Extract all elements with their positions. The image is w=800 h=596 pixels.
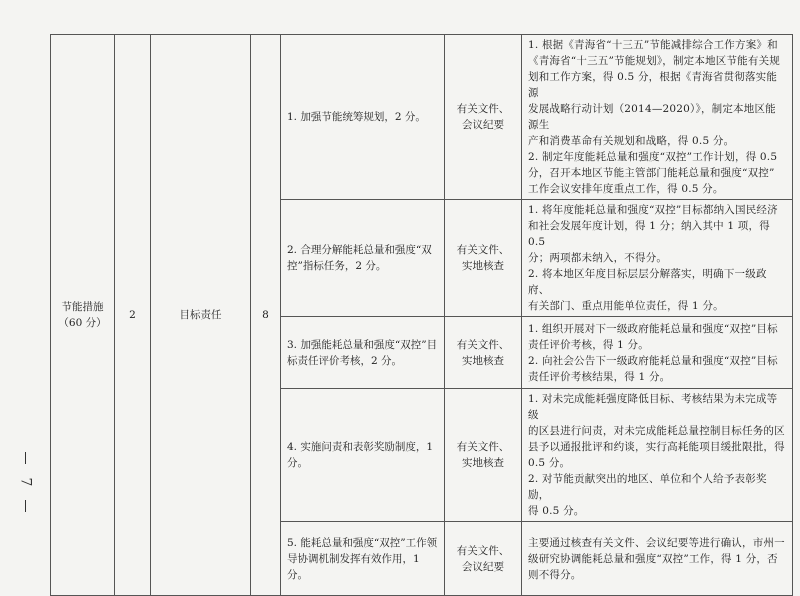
evaluation-table <box>50 34 793 596</box>
detail-cell <box>522 522 793 596</box>
basis-line: 会议纪要 <box>462 119 504 131</box>
requirement-cell: 3. 加强能耗总量和强度“双控”目标责任评价考核，2 分。 <box>281 317 445 389</box>
detail-cell <box>522 317 793 389</box>
detail-cell <box>522 389 793 522</box>
requirement-cell: 4. 实施问责和表彰奖励制度，1 分。 <box>281 389 445 522</box>
basis-line: 有关文件、 <box>456 544 510 557</box>
basis-line: 会议纪要 <box>462 560 504 573</box>
item-name: 目标责任 <box>151 35 251 596</box>
detail-line: 1. 对未完成能耗强度降低目标、考核结果为未完成等级 <box>528 393 778 421</box>
detail-line: 1. 组织开展对下一级政府能耗总量和强度“双控”目标 <box>528 322 778 335</box>
page-number-value: 7 <box>16 477 33 487</box>
detail-line: 有关部门、重点用能单位责任，得 1 分。 <box>528 300 724 312</box>
basis-cell <box>445 389 522 522</box>
basis-cell <box>445 35 522 200</box>
detail-line: 划和工作方案，得 0.5 分，根据《青海省贯彻落实能源 <box>528 71 778 99</box>
requirement-cell: 1. 加强节能统筹规划，2 分。 <box>281 35 445 200</box>
basis-line: 有关文件、 <box>456 244 510 256</box>
category-score: （60 分） <box>58 317 107 329</box>
detail-line: 产和消费革命有关规划和战略，得 0.5 分。 <box>528 135 735 147</box>
page-number-dash-bottom <box>25 500 26 512</box>
basis-cell <box>445 317 522 389</box>
basis-cell <box>445 200 522 317</box>
basis-line: 有关文件、 <box>456 441 510 453</box>
detail-line: 级研究协调能耗总量和强度“双控”工作，得 1 分，否 <box>528 552 778 565</box>
page-number-dash-top <box>25 452 26 464</box>
detail-line: 2. 制定年度能耗总量和强度“双控”工作计划，得 0.5 <box>528 151 778 163</box>
basis-line: 实地核查 <box>462 354 504 367</box>
detail-line: 县予以通报批评和约谈，实行高耗能项目缓批限批，得 <box>528 441 785 453</box>
basis-line: 有关文件、 <box>456 103 510 115</box>
basis-line: 实地核查 <box>462 260 504 272</box>
table-row <box>51 35 793 200</box>
item-points: 8 <box>251 35 281 596</box>
detail-line: 1. 将年度能耗总量和强度“双控”目标都纳入国民经济 <box>528 204 778 216</box>
detail-line: 2. 向社会公告下一级政府能耗总量和强度“双控”目标 <box>528 354 778 367</box>
detail-cell <box>522 35 793 200</box>
basis-line: 有关文件、 <box>456 338 510 351</box>
detail-line: 和社会发展年度计划，得 1 分；纳入其中 1 项，得 0.5 <box>528 220 770 248</box>
page-number <box>18 452 32 512</box>
detail-line: 的区县进行问责，对未完成能耗总量控制目标任务的区 <box>528 425 785 437</box>
requirement-cell: 2. 合理分解能耗总量和强度“双控”指标任务，2 分。 <box>281 200 445 317</box>
detail-line: 分，召开本地区节能主管部门能耗总量和强度“双控” <box>528 167 775 179</box>
detail-line: 分；两项都未纳入，不得分。 <box>528 252 668 264</box>
detail-line: 则不得分。 <box>528 568 582 581</box>
detail-line: 得 0.5 分。 <box>528 505 585 517</box>
detail-cell <box>522 200 793 317</box>
detail-line: 工作会议安排年度重点工作，得 0.5 分。 <box>528 183 724 195</box>
basis-cell <box>445 522 522 596</box>
category-name: 节能措施 <box>61 301 104 313</box>
requirement-cell: 5. 能耗总量和强度“双控”工作领导协调机制发挥有效作用，1 分。 <box>281 522 445 596</box>
detail-line: 责任评价考核结果，得 1 分。 <box>528 370 671 383</box>
detail-line: 《青海省“十三五”节能规划》，制定本地区节能有关规 <box>528 55 780 67</box>
detail-line: 0.5 分。 <box>528 457 571 469</box>
detail-line: 2. 对节能贡献突出的地区、单位和个人给予表彰奖励， <box>528 473 767 501</box>
basis-line: 实地核查 <box>462 457 504 469</box>
category-cell <box>51 35 115 596</box>
item-index: 2 <box>115 35 151 596</box>
detail-line: 1. 根据《青海省“十三五”节能减排综合工作方案》和 <box>528 39 778 51</box>
detail-line: 主要通过核查有关文件、会议纪要等进行确认，市州一 <box>528 536 785 549</box>
detail-line: 2. 将本地区年度目标层层分解落实，明确下一级政府、 <box>528 268 767 296</box>
detail-line: 责任评价考核，得 1 分。 <box>528 338 649 351</box>
detail-line: 发展战略行动计划（2014—2020）》，制定本地区能源生 <box>528 103 776 131</box>
